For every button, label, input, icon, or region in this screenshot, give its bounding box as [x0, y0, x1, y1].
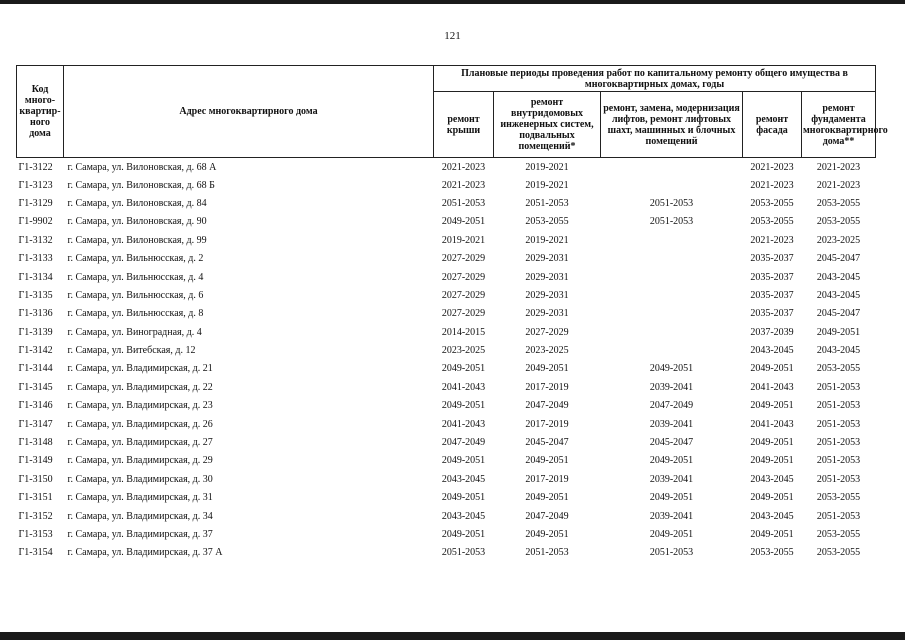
- systems-period-cell: 2019-2021: [525, 161, 569, 173]
- systems-period-cell: 2029-2031: [525, 253, 569, 265]
- foundation-period-cell: 2043-2045: [816, 289, 861, 301]
- table-row: [17, 268, 876, 286]
- roof-period-cell: 2021-2023: [441, 179, 486, 191]
- address-cell: г. Самара, ул. Вилоновская, д. 99: [67, 234, 207, 246]
- facade-period-cell: 2043-2045: [750, 510, 794, 522]
- roof-period-cell: 2049-2051: [441, 216, 486, 228]
- facade-period-cell: 2021-2023: [750, 179, 794, 191]
- lifts-period-cell: [601, 158, 743, 176]
- facade-period-cell: 2035-2037: [750, 253, 794, 265]
- roof-period-cell: 2043-2045: [441, 473, 486, 485]
- lifts-period-cell: [601, 305, 743, 323]
- systems-period-cell: 2049-2051: [525, 363, 569, 375]
- roof-period-cell: 2049-2051: [441, 363, 486, 375]
- foundation-period-cell: 2051-2053: [816, 418, 861, 430]
- header-periods-group: Плановые периоды проведения работ по капитальному ремонту общего имущества в многоквартирных домах, годы: [434, 66, 876, 92]
- foundation-period-cell: 2021-2023: [816, 179, 861, 191]
- foundation-period-cell: 2053-2055: [816, 492, 861, 504]
- code-cell: Г1-3142: [18, 345, 53, 357]
- header-address: Адрес многоквартирного дома: [64, 66, 434, 158]
- table-row: [17, 249, 876, 267]
- address-cell: г. Самара, ул. Владимирская, д. 22: [67, 381, 213, 393]
- table-row: [17, 452, 876, 470]
- code-cell: Г1-3146: [18, 400, 53, 412]
- systems-period-cell: 2019-2021: [525, 234, 569, 246]
- roof-period-cell: 2047-2049: [441, 437, 486, 449]
- roof-period-cell: 2049-2051: [441, 492, 486, 504]
- address-cell: г. Самара, ул. Вилоновская, д. 84: [67, 197, 207, 209]
- facade-period-cell: 2041-2043: [750, 381, 794, 393]
- roof-period-cell: 2041-2043: [441, 418, 486, 430]
- table-row: [17, 231, 876, 249]
- address-cell: г. Самара, ул. Вилоновская, д. 68 Б: [67, 179, 215, 191]
- systems-period-cell: 2045-2047: [525, 437, 569, 449]
- systems-period-cell: 2017-2019: [525, 418, 569, 430]
- roof-period-cell: 2049-2051: [441, 400, 486, 412]
- facade-period-cell: 2021-2023: [750, 234, 794, 246]
- foundation-period-cell: 2045-2047: [816, 253, 861, 265]
- code-cell: Г1-3136: [18, 308, 53, 320]
- lifts-period-cell: [601, 341, 743, 359]
- lifts-period-cell: 2039-2041: [649, 510, 694, 522]
- foundation-period-cell: 2043-2045: [816, 345, 861, 357]
- lifts-period-cell: [601, 231, 743, 249]
- address-cell: г. Самара, ул. Владимирская, д. 37: [67, 529, 213, 540]
- table-row: [17, 323, 876, 341]
- address-cell: г. Самара, ул. Виноградная, д. 4: [67, 326, 202, 338]
- facade-period-cell: 2041-2043: [750, 418, 794, 430]
- roof-period-cell: 2027-2029: [441, 308, 486, 320]
- address-cell: г. Самара, ул. Вильнюсская, д. 8: [67, 308, 204, 320]
- table-row: [17, 341, 876, 359]
- foundation-period-cell: 2045-2047: [816, 308, 861, 320]
- lifts-period-cell: [601, 286, 743, 304]
- table-row: [17, 378, 876, 396]
- roof-period-cell: 2041-2043: [441, 381, 486, 393]
- foundation-period-cell: 2051-2053: [816, 455, 861, 467]
- foundation-period-cell: 2051-2053: [816, 437, 861, 449]
- table-header: [17, 66, 888, 158]
- roof-period-cell: 2021-2023: [441, 161, 486, 173]
- table-row: [17, 470, 876, 488]
- roof-period-cell: 2019-2021: [441, 234, 486, 246]
- facade-period-cell: 2053-2055: [750, 547, 794, 559]
- table-row: [17, 507, 876, 525]
- table-row: [17, 525, 876, 543]
- code-cell: Г1-3148: [18, 437, 53, 449]
- header-engineering-systems: ремонт внутридомовых инженерных систем, подвальных помещений*: [494, 92, 601, 158]
- foundation-period-cell: 2049-2051: [816, 326, 861, 338]
- roof-period-cell: 2043-2045: [441, 510, 486, 522]
- facade-period-cell: 2043-2045: [750, 473, 794, 485]
- address-cell: г. Самара, ул. Владимирская, д. 29: [67, 455, 213, 467]
- lifts-period-cell: [601, 323, 743, 341]
- table-row: [17, 305, 876, 323]
- code-cell: Г1-3132: [18, 234, 53, 246]
- code-cell: Г1-3135: [18, 289, 53, 301]
- code-cell: Г1-3151: [18, 492, 53, 504]
- table-row: [17, 415, 876, 433]
- systems-period-cell: 2049-2051: [525, 455, 569, 467]
- address-cell: г. Самара, ул. Владимирская, д. 37 А: [67, 547, 223, 559]
- systems-period-cell: 2019-2021: [525, 179, 569, 191]
- code-cell: Г1-3139: [18, 326, 53, 338]
- roof-period-cell: 2023-2025: [441, 345, 486, 357]
- code-cell: Г1-3150: [18, 473, 53, 485]
- lifts-period-cell: 2049-2051: [649, 363, 694, 375]
- header-lifts: ремонт, замена, модернизация лифтов, ремонт лифтовых шахт, машинных и блочных помещений: [601, 92, 743, 158]
- page-number: 121: [444, 30, 461, 42]
- page-bottom-border: [0, 632, 905, 640]
- lifts-period-cell: [601, 176, 743, 194]
- roof-period-cell: 2027-2029: [441, 271, 486, 283]
- address-cell: г. Самара, ул. Владимирская, д. 23: [67, 400, 213, 412]
- table-body: [17, 158, 876, 563]
- roof-period-cell: 2049-2051: [441, 529, 486, 540]
- systems-period-cell: 2047-2049: [525, 400, 569, 412]
- code-cell: Г1-3134: [18, 271, 53, 283]
- address-cell: г. Самара, ул. Вилоновская, д. 68 А: [67, 161, 217, 173]
- lifts-period-cell: 2051-2053: [649, 547, 694, 559]
- lifts-period-cell: 2039-2041: [649, 381, 694, 393]
- code-cell: Г1-3133: [18, 253, 53, 265]
- foundation-period-cell: 2043-2045: [816, 271, 861, 283]
- facade-period-cell: 2035-2037: [750, 289, 794, 301]
- address-cell: г. Самара, ул. Вилоновская, д. 90: [67, 216, 207, 228]
- systems-period-cell: 2029-2031: [525, 308, 569, 320]
- address-cell: г. Самара, ул. Владимирская, д. 34: [67, 510, 213, 522]
- foundation-period-cell: 2053-2055: [816, 363, 861, 375]
- address-cell: г. Самара, ул. Владимирская, д. 21: [67, 363, 213, 375]
- systems-period-cell: 2053-2055: [525, 216, 569, 228]
- roof-period-cell: 2051-2053: [441, 197, 486, 209]
- address-cell: г. Самара, ул. Владимирская, д. 26: [67, 418, 213, 430]
- lifts-period-cell: [601, 249, 743, 267]
- systems-period-cell: 2049-2051: [525, 492, 569, 504]
- foundation-period-cell: 2053-2055: [816, 216, 861, 228]
- facade-period-cell: 2049-2051: [750, 400, 794, 412]
- code-cell: Г1-3149: [18, 455, 53, 467]
- roof-period-cell: 2014-2015: [441, 326, 486, 338]
- table-row: [17, 360, 876, 378]
- table-row: [17, 544, 876, 562]
- code-cell: Г1-9902: [18, 216, 53, 228]
- facade-period-cell: 2049-2051: [750, 529, 794, 540]
- facade-period-cell: 2037-2039: [750, 326, 794, 338]
- code-cell: Г1-3123: [18, 179, 53, 191]
- lifts-period-cell: 2049-2051: [649, 529, 694, 540]
- address-cell: г. Самара, ул. Владимирская, д. 31: [67, 492, 213, 504]
- address-cell: г. Самара, ул. Вильнюсская, д. 4: [67, 271, 204, 283]
- facade-period-cell: 2043-2045: [750, 345, 794, 357]
- facade-period-cell: 2035-2037: [750, 271, 794, 283]
- table-row: [17, 433, 876, 451]
- address-cell: г. Самара, ул. Вильнюсская, д. 6: [67, 289, 204, 301]
- table-row: [17, 213, 876, 231]
- foundation-period-cell: 2053-2055: [816, 547, 861, 559]
- systems-period-cell: 2027-2029: [525, 326, 569, 338]
- systems-period-cell: 2049-2051: [525, 529, 569, 540]
- foundation-period-cell: 2051-2053: [816, 510, 861, 522]
- foundation-period-cell: 2021-2023: [816, 161, 861, 173]
- repair-schedule-table: [16, 65, 888, 562]
- header-foundation: ремонт фундамента многоквартирного дома**: [802, 92, 876, 158]
- systems-period-cell: 2017-2019: [525, 381, 569, 393]
- lifts-period-cell: 2049-2051: [649, 455, 694, 467]
- header-facade: ремонт фасада: [743, 92, 802, 158]
- table-row: [17, 176, 876, 194]
- header-roof: ремонт крыши: [434, 92, 494, 158]
- address-cell: г. Самара, ул. Вильнюсская, д. 2: [67, 253, 204, 265]
- foundation-period-cell: 2051-2053: [816, 381, 861, 393]
- roof-period-cell: 2051-2053: [441, 547, 486, 559]
- table-row: [17, 194, 876, 212]
- address-cell: г. Самара, ул. Владимирская, д. 27: [67, 437, 213, 449]
- code-cell: Г1-3144: [18, 363, 53, 375]
- lifts-period-cell: 2045-2047: [649, 437, 694, 449]
- systems-period-cell: 2029-2031: [525, 271, 569, 283]
- systems-period-cell: 2047-2049: [525, 510, 569, 522]
- systems-period-cell: 2051-2053: [525, 547, 569, 559]
- facade-period-cell: 2049-2051: [750, 437, 794, 449]
- roof-period-cell: 2027-2029: [441, 253, 486, 265]
- facade-period-cell: 2053-2055: [750, 216, 794, 228]
- code-cell: Г1-3152: [18, 510, 53, 522]
- table-row: [17, 397, 876, 415]
- foundation-period-cell: 2051-2053: [816, 400, 861, 412]
- roof-period-cell: 2027-2029: [441, 289, 486, 301]
- facade-period-cell: 2053-2055: [750, 197, 794, 209]
- foundation-period-cell: 2053-2055: [816, 529, 861, 540]
- lifts-period-cell: 2051-2053: [649, 216, 694, 228]
- code-cell: Г1-3147: [18, 418, 53, 430]
- foundation-period-cell: 2023-2025: [816, 234, 861, 246]
- header-code: Код много-квартир-ного дома: [17, 66, 64, 158]
- lifts-period-cell: 2039-2041: [649, 418, 694, 430]
- systems-period-cell: 2017-2019: [525, 473, 569, 485]
- table-row: [17, 286, 876, 304]
- facade-period-cell: 2035-2037: [750, 308, 794, 320]
- address-cell: г. Самара, ул. Владимирская, д. 30: [67, 473, 213, 485]
- systems-period-cell: 2029-2031: [525, 289, 569, 301]
- table-row: [17, 158, 876, 176]
- code-cell: Г1-3154: [18, 547, 53, 559]
- facade-period-cell: 2049-2051: [750, 363, 794, 375]
- facade-period-cell: 2021-2023: [750, 161, 794, 173]
- facade-period-cell: 2049-2051: [750, 455, 794, 467]
- systems-period-cell: 2023-2025: [525, 345, 569, 357]
- code-cell: Г1-3145: [18, 381, 53, 393]
- lifts-period-cell: 2047-2049: [649, 400, 694, 412]
- foundation-period-cell: 2053-2055: [816, 197, 861, 209]
- table-row: [17, 489, 876, 507]
- lifts-period-cell: 2049-2051: [649, 492, 694, 504]
- systems-period-cell: 2051-2053: [525, 197, 569, 209]
- page-top-border: [0, 0, 905, 4]
- foundation-period-cell: 2051-2053: [816, 473, 861, 485]
- code-cell: Г1-3122: [18, 161, 53, 173]
- roof-period-cell: 2049-2051: [441, 455, 486, 467]
- lifts-period-cell: [601, 268, 743, 286]
- lifts-period-cell: 2051-2053: [649, 197, 694, 209]
- code-cell: Г1-3153: [18, 529, 53, 540]
- lifts-period-cell: 2039-2041: [649, 473, 694, 485]
- facade-period-cell: 2049-2051: [750, 492, 794, 504]
- code-cell: Г1-3129: [18, 197, 53, 209]
- address-cell: г. Самара, ул. Витебская, д. 12: [67, 345, 196, 357]
